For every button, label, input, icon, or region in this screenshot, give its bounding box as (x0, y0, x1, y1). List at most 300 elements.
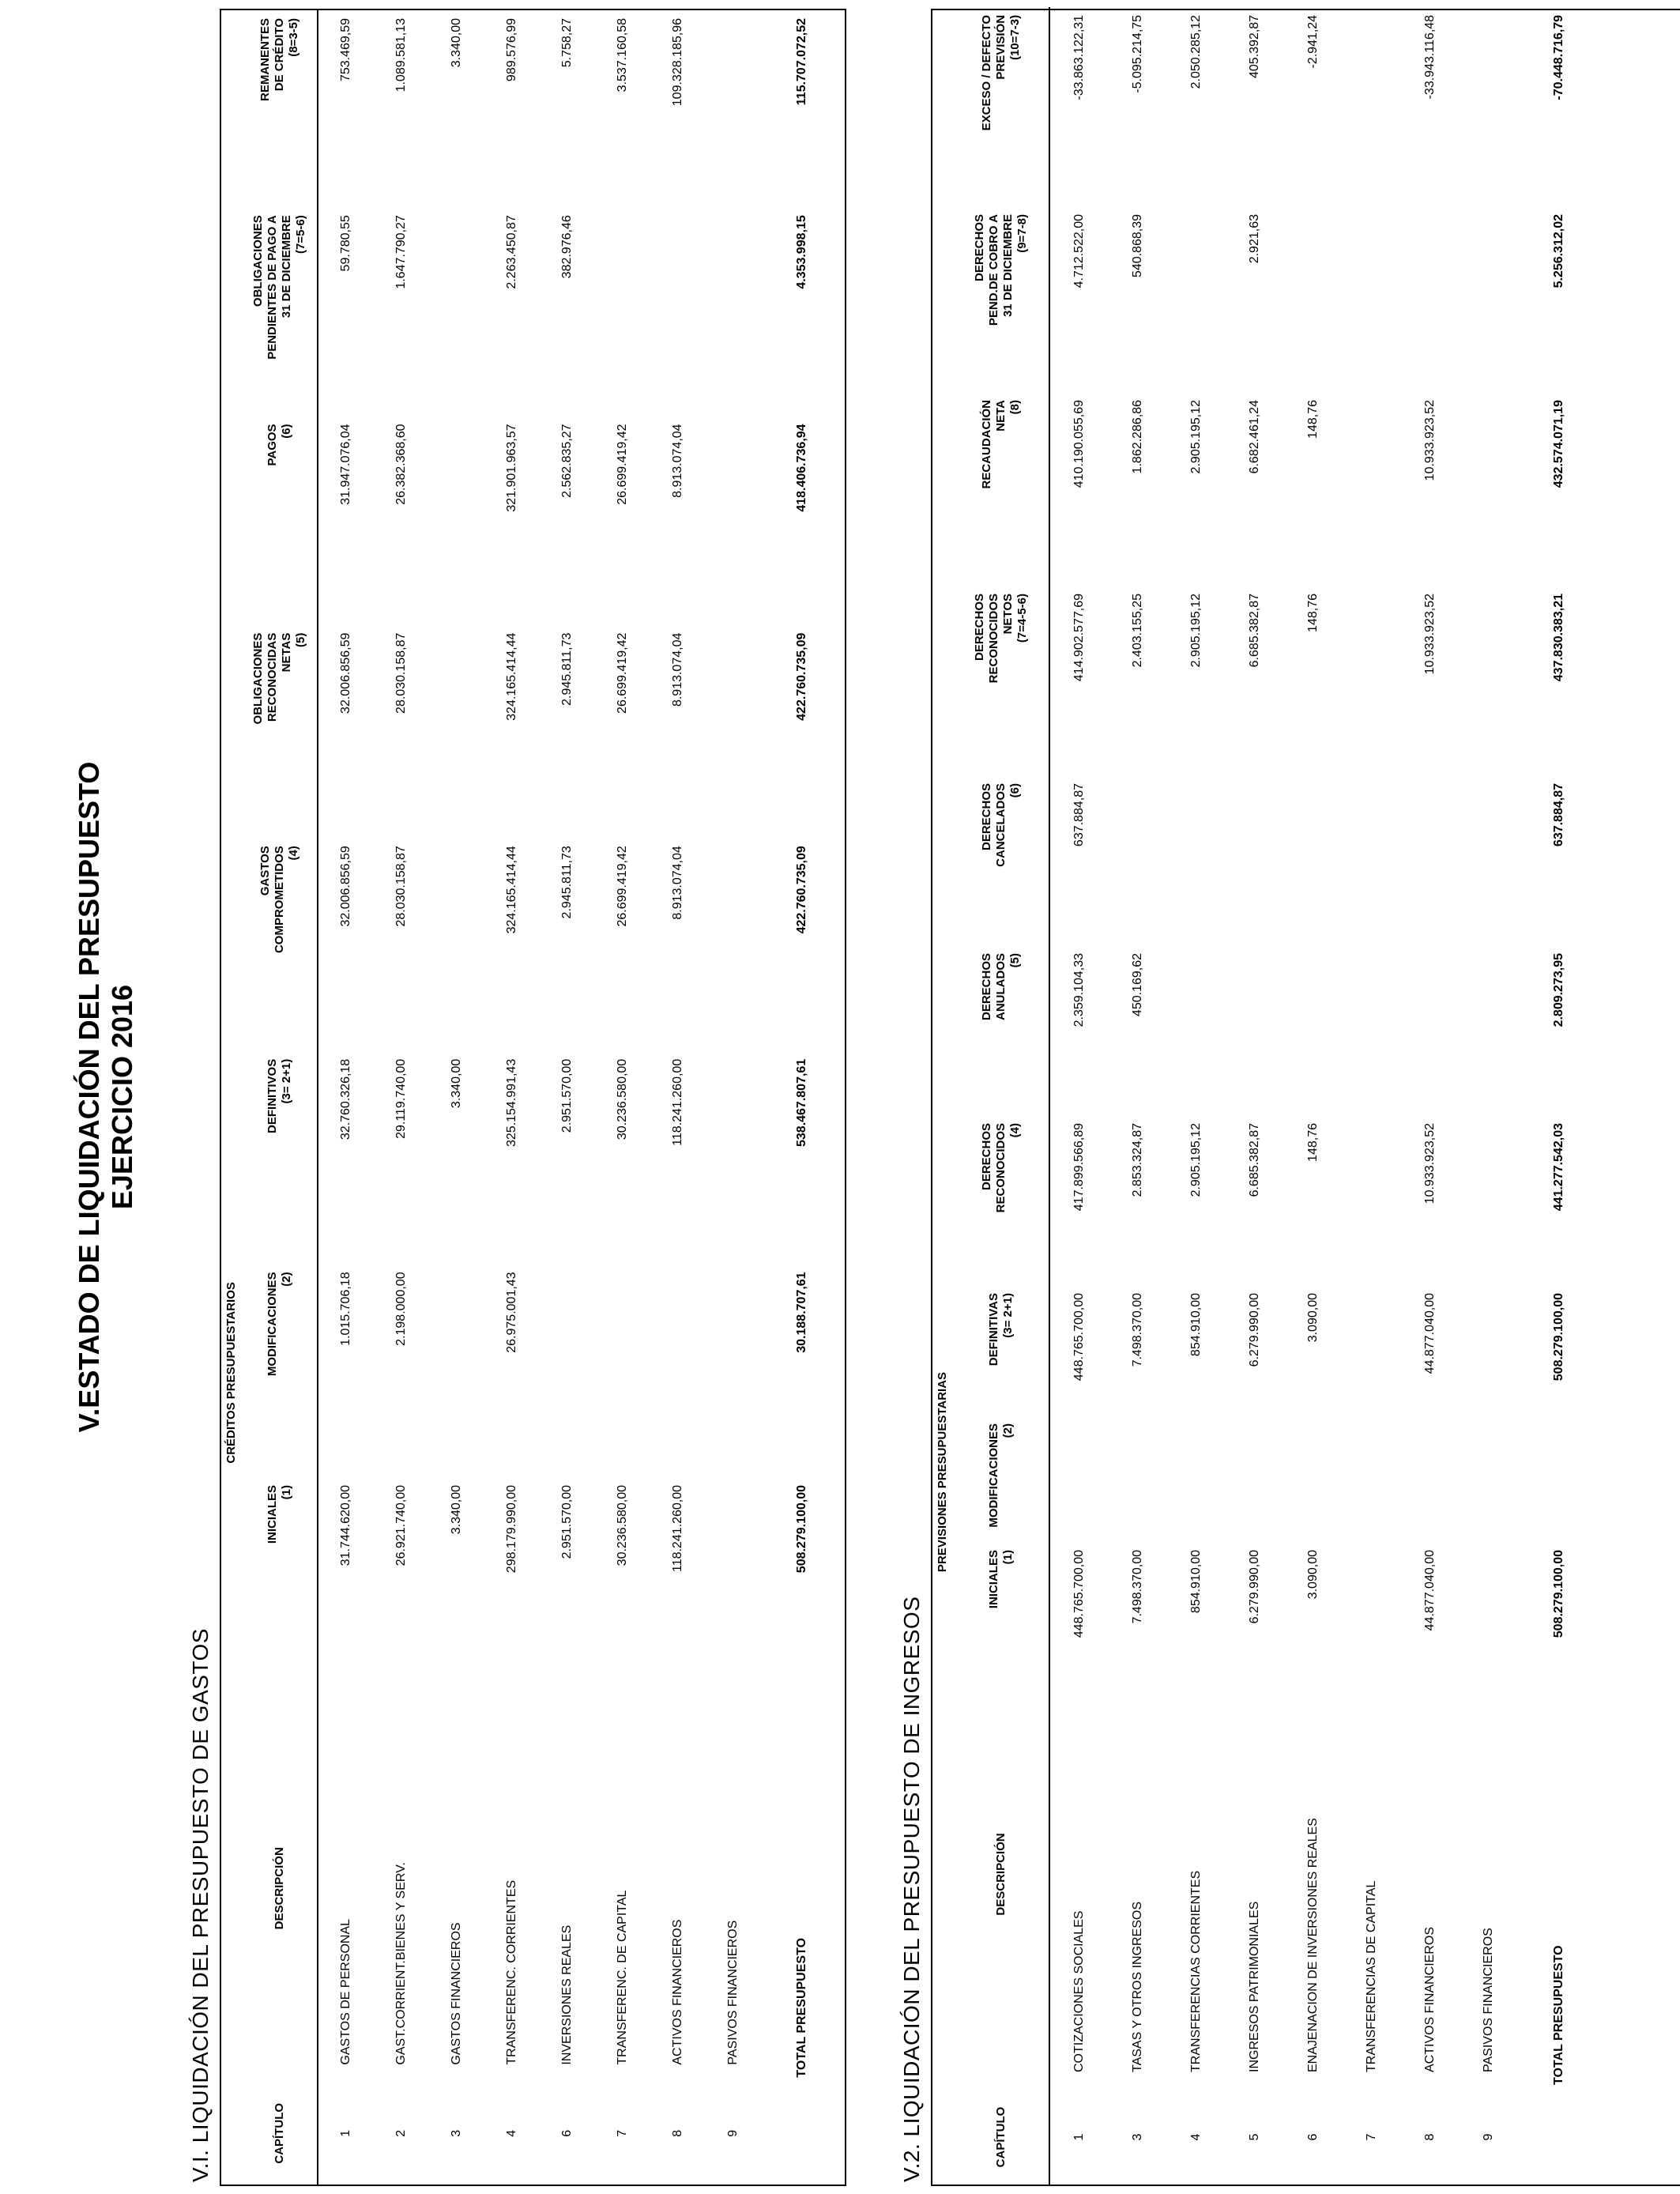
value-cell (1460, 7, 1518, 206)
value-cell: 59.780,55 (339, 215, 352, 272)
ingresos-header-descripcion (953, 1659, 1049, 2090)
gastos-header-definitivos (242, 1051, 318, 1265)
gastos-group-header: CRÉDITOS PRESUPUESTARIOS (224, 1282, 238, 1464)
ingresos-header-exceso-line: PREVISIÓN (993, 14, 1008, 80)
value-cell: 30.236.580,00 (616, 1058, 629, 1140)
value-cell (595, 1264, 650, 1477)
value-cell: 6.685.382,87 (1248, 1123, 1261, 1197)
ingresos-header-iniciales-line: INICIALES (986, 1550, 1000, 1609)
gastos-header-obligaciones-line: NETAS (279, 632, 293, 673)
descripcion-cell: ENAJENACION DE INVERSIONES REALES (1306, 1818, 1320, 2072)
value-cell: 2.945.811,73 (560, 846, 574, 919)
value-cell (650, 1264, 706, 1477)
ingresos-header-netos-line: (7=4-5-6) (1015, 594, 1029, 643)
total-value-cell: 2.809.273,95 (1552, 953, 1565, 1027)
gastos-section-title: V.I. LIQUIDACIÓN DEL PRESUPUESTO DE GASTOS (188, 1628, 213, 2182)
value-cell: 44.877.040,00 (1423, 1550, 1437, 1631)
value-cell: 7.498.370,00 (1131, 1293, 1144, 1367)
ingresos-header-descripcion-line: DESCRIPCIÓN (993, 1833, 1008, 1916)
gastos-header-comprometidos-line: GASTOS (258, 846, 272, 896)
ingresos-body (1050, 7, 1518, 2185)
ingresos-header-recaudacion-line: RECAUDACIÓN (979, 400, 993, 489)
value-cell (706, 1264, 761, 1477)
value-cell (1167, 775, 1226, 945)
gastos-header-comprometidos-line: COMPROMETIDOS (272, 846, 286, 954)
gastos-header-definitivos-line: DEFINITIVOS (265, 1058, 279, 1133)
value-cell (1226, 775, 1284, 945)
gastos-header-comprometidos-line: (4) (286, 846, 300, 861)
value-cell (1109, 775, 1167, 945)
ingresos-header-reconocidos (953, 1115, 1049, 1285)
value-cell: 148,76 (1306, 594, 1320, 632)
gastos-header-iniciales-line: INICIALES (265, 1484, 279, 1544)
descripcion-cell: TRANSFERENCIAS CORRIENTES (1189, 1870, 1203, 2072)
value-cell: 2.050.285,12 (1189, 14, 1203, 89)
value-cell: 28.030.158,87 (394, 632, 408, 714)
value-cell (1401, 1416, 1460, 1542)
value-cell: -33.943.116,48 (1423, 14, 1437, 100)
value-cell (1343, 392, 1401, 586)
ingresos-row (1284, 7, 1343, 2185)
ingresos-header-modificaciones-line: (2) (1000, 1423, 1015, 1438)
gastos-header-modificaciones-line: (2) (279, 1272, 293, 1287)
value-cell: 10.933.923,52 (1423, 1123, 1437, 1204)
value-cell: 1.089.581,13 (394, 18, 408, 92)
descripcion-cell: GASTOS DE PERSONAL (339, 1918, 352, 2065)
gastos-header-pagos (242, 416, 318, 624)
gastos-header-comprometidos (242, 838, 318, 1051)
ingresos-header-reconocidos-line: DERECHOS (979, 1123, 993, 1191)
ingresos-header-netos (953, 586, 1049, 775)
value-cell (1284, 206, 1343, 392)
value-cell (1460, 586, 1518, 775)
descripcion-cell: ACTIVOS FINANCIEROS (671, 1919, 684, 2065)
value-cell: 417.899.566,89 (1072, 1123, 1086, 1212)
value-cell (706, 416, 761, 624)
ingresos-header-iniciales-line: (1) (1000, 1550, 1015, 1565)
value-cell: -2.941,24 (1306, 14, 1320, 69)
capitulo-cell: 3 (450, 2129, 463, 2137)
value-cell: 854.910,00 (1189, 1293, 1203, 1357)
value-cell: 2.951.570,00 (560, 1484, 574, 1559)
descripcion-cell: ACTIVOS FINANCIEROS (1423, 1926, 1437, 2072)
value-cell: 3.537.160,58 (616, 18, 629, 92)
gastos-header-descripcion-line: DESCRIPCIÓN (272, 1847, 286, 1930)
gastos-header-remanentes-line: DE CRÉDITO (272, 18, 286, 92)
total-value-cell: 422.760.735,09 (795, 632, 808, 721)
ingresos-header-pendientes-line: DERECHOS (972, 214, 986, 282)
value-cell: 989.576,99 (505, 18, 518, 82)
value-cell: 31.947.076,04 (339, 424, 352, 505)
total-value-cell: 441.277.542,03 (1552, 1123, 1565, 1212)
value-cell (1343, 1285, 1401, 1416)
ingresos-header-pendientes-line: (9=7-8) (1015, 214, 1029, 253)
value-cell (1167, 206, 1226, 392)
value-cell: 325.154.991,43 (505, 1058, 518, 1147)
ingresos-row (1226, 7, 1284, 2185)
value-cell: 4.712.522,00 (1072, 214, 1086, 288)
value-cell: 854.910,00 (1189, 1550, 1203, 1614)
value-cell (1226, 945, 1284, 1115)
value-cell: 44.877.040,00 (1423, 1293, 1437, 1374)
descripcion-cell: TRANSFERENC. CORRIENTES (505, 1879, 518, 2065)
value-cell (1460, 775, 1518, 945)
gastos-row (540, 10, 595, 2185)
value-cell (1050, 1416, 1109, 1542)
value-cell: 448.765.700,00 (1072, 1293, 1086, 1382)
value-cell: 26.921.740,00 (394, 1484, 408, 1566)
value-cell (1460, 1285, 1518, 1416)
value-cell: 109.328.185,96 (671, 18, 684, 107)
total-value-cell: 115.707.072,52 (795, 18, 808, 106)
total-value-cell: 5.256.312,02 (1552, 214, 1565, 288)
value-cell: 2.403.155,25 (1131, 594, 1144, 668)
title-line-2: EJERCICIO 2016 (106, 984, 138, 1210)
descripcion-cell: GAST.CORRIENT.BIENES Y SERV. (394, 1862, 408, 2065)
capitulo-cell: 4 (505, 2129, 518, 2137)
ingresos-header-anulados-line: DERECHOS (979, 953, 993, 1021)
gastos-header-pagos-line: PAGOS (265, 424, 279, 466)
total-value-cell: 508.279.100,00 (1552, 1293, 1565, 1382)
gastos-group-row (221, 10, 242, 2185)
value-cell (1284, 1416, 1343, 1542)
gastos-row (429, 10, 484, 2185)
value-cell: 2.905.195,12 (1189, 400, 1203, 474)
value-cell: 405.392,87 (1248, 14, 1261, 78)
value-cell: 3.340,00 (450, 18, 463, 68)
total-value-cell: 437.830.383,21 (1552, 594, 1565, 682)
descripcion-cell: COTIZACIONES SOCIALES (1072, 1910, 1086, 2072)
value-cell: 148,76 (1306, 400, 1320, 439)
gastos-header-descripcion (242, 1695, 318, 2083)
value-cell (429, 838, 484, 1051)
value-cell: 448.765.700,00 (1072, 1550, 1086, 1638)
value-cell: 32.760.326,18 (339, 1058, 352, 1140)
ingresos-header-iniciales (953, 1542, 1049, 1659)
ingresos-header-modificaciones-line: MODIFICACIONES (986, 1423, 1000, 1528)
gastos-header-capitulo-line: CAPÍTULO (272, 2102, 286, 2164)
gastos-header-definitivos-line: (3= 2+1) (279, 1058, 293, 1104)
value-cell: 2.951.570,00 (560, 1058, 574, 1133)
value-cell (1343, 1542, 1401, 1659)
gastos-header-pendientes-line: 31 DE DICIEMBRE (279, 215, 293, 319)
value-cell (1343, 1115, 1401, 1285)
ingresos-row (1401, 7, 1460, 2185)
descripcion-cell: TASAS Y OTROS INGRESOS (1131, 1901, 1144, 2072)
value-cell (706, 1051, 761, 1265)
value-cell: 10.933.923,52 (1423, 594, 1437, 675)
total-label: TOTAL PRESUPUESTO (795, 1937, 808, 2078)
ingresos-header-row (953, 7, 1049, 2185)
value-cell (1284, 945, 1343, 1115)
value-cell: 6.279.990,00 (1248, 1550, 1261, 1624)
value-cell: 31.744.620,00 (339, 1484, 352, 1566)
descripcion-cell: INVERSIONES REALES (560, 1924, 574, 2065)
ingresos-header-netos-line: RECONOCIDOS (986, 594, 1000, 684)
ingresos-header-recaudacion (953, 392, 1049, 586)
ingresos-header-anulados-line: ANULADOS (993, 953, 1008, 1020)
gastos-header-capitulo (242, 2083, 318, 2185)
value-cell: -5.095.214,75 (1131, 14, 1144, 93)
total-value-cell (1518, 1416, 1600, 1542)
ingresos-header-recaudacion-line: NETA (993, 400, 1008, 432)
value-cell (650, 207, 706, 416)
gastos-table-frame (220, 9, 846, 2186)
ingresos-header-cancelados-line: DERECHOS (979, 783, 993, 851)
value-cell: 2.562.835,27 (560, 424, 574, 498)
total-value-cell: 538.467.807,61 (795, 1058, 808, 1147)
descripcion-cell: PASIVOS FINANCIEROS (726, 1920, 740, 2065)
value-cell (1226, 1416, 1284, 1542)
ingresos-header-pendientes (953, 206, 1049, 392)
capitulo-cell: 6 (1306, 2133, 1320, 2141)
ingresos-section-title: V.2. LIQUIDACIÓN DEL PRESUPUESTO DE INGRESOS (899, 1596, 924, 2182)
value-cell (1343, 206, 1401, 392)
value-cell: 382.976,46 (560, 215, 574, 279)
value-cell (1343, 586, 1401, 775)
value-cell: 2.198.000,00 (394, 1272, 408, 1346)
total-value-cell: 30.188.707,61 (795, 1272, 808, 1353)
capitulo-cell: 5 (1248, 2133, 1261, 2141)
gastos-body (318, 10, 761, 2185)
ingresos-header-definitivas-line: (3= 2+1) (1000, 1293, 1015, 1338)
gastos-header-iniciales-line: (1) (279, 1484, 293, 1500)
ingresos-group-header: PREVISIONES PRESUPUESTARIAS (936, 1371, 949, 1573)
gastos-header-row (242, 10, 318, 2185)
capitulo-cell: 6 (560, 2129, 574, 2137)
ingresos-header-capitulo (953, 2090, 1049, 2185)
ingresos-header-pendientes-line: 31 DE DICIEMBRE (1000, 214, 1015, 318)
value-cell: 3.090,00 (1306, 1550, 1320, 1600)
value-cell (429, 207, 484, 416)
ingresos-total-row (1518, 7, 1600, 2185)
descripcion-cell: GASTOS FINANCIEROS (450, 1922, 463, 2065)
capitulo-cell: 9 (1482, 2133, 1495, 2141)
ingresos-table (932, 7, 1600, 2185)
value-cell: 28.030.158,87 (394, 846, 408, 927)
total-value-cell: 418.406.736,94 (795, 424, 808, 512)
ingresos-header-exceso-line: EXCESO / DEFECTO (979, 14, 993, 131)
ingresos-header-definitivas (953, 1285, 1049, 1416)
total-value-cell: 432.574.071,19 (1552, 400, 1565, 488)
value-cell: 540.868,39 (1131, 214, 1144, 278)
gastos-header-pendientes-line: PENDIENTES DE PAGO A (265, 215, 279, 360)
gastos-header-pendientes-line: OBLIGACIONES (250, 215, 265, 307)
ingresos-header-cancelados-line: (6) (1008, 783, 1022, 798)
ingresos-header-reconocidos-line: (4) (1008, 1123, 1022, 1138)
value-cell (1401, 945, 1460, 1115)
total-value-cell: 4.353.998,15 (795, 215, 808, 289)
gastos-row (374, 10, 429, 2185)
value-cell: 2.905.195,12 (1189, 1123, 1203, 1197)
value-cell (706, 10, 761, 207)
value-cell: 118.241.260,00 (671, 1484, 684, 1573)
value-cell: 1.647.790,27 (394, 215, 408, 289)
value-cell: 450.169,62 (1131, 953, 1144, 1017)
ingresos-row (1343, 7, 1401, 2185)
total-label: TOTAL PRESUPUESTO (1552, 1945, 1565, 2085)
ingresos-header-modificaciones (953, 1416, 1049, 1542)
value-cell: 2.921,63 (1248, 214, 1261, 264)
ingresos-row (1050, 7, 1109, 2185)
total-value-cell: -70.448.716,79 (1552, 14, 1565, 100)
value-cell (1343, 1416, 1401, 1542)
value-cell (595, 207, 650, 416)
gastos-row (484, 10, 540, 2185)
value-cell: 32.006.856,59 (339, 846, 352, 927)
value-cell: 3.340,00 (450, 1484, 463, 1535)
value-cell: 26.975.001,43 (505, 1272, 518, 1353)
gastos-row (650, 10, 706, 2185)
value-cell: 3.340,00 (450, 1058, 463, 1109)
gastos-header-pagos-line: (6) (279, 424, 293, 439)
value-cell (429, 1264, 484, 1477)
ingresos-header-netos-line: NETOS (1000, 594, 1015, 635)
ingresos-header-exceso-line: (10=7-3) (1008, 14, 1022, 61)
value-cell (1343, 775, 1401, 945)
gastos-header-modificaciones (242, 1264, 318, 1477)
value-cell (706, 1477, 761, 1695)
gastos-header-remanentes (242, 10, 318, 207)
value-cell: 324.165.414,44 (505, 632, 518, 721)
value-cell (540, 1264, 595, 1477)
gastos-row (706, 10, 761, 2185)
value-cell (1343, 945, 1401, 1115)
gastos-header-obligaciones-line: OBLIGACIONES (250, 632, 265, 725)
ingresos-header-exceso (953, 7, 1049, 206)
value-cell: 6.682.461,24 (1248, 400, 1261, 474)
value-cell: 26.699.419,42 (616, 424, 629, 505)
ingresos-header-reconocidos-line: RECONOCIDOS (993, 1123, 1008, 1213)
value-cell: 26.699.419,42 (616, 632, 629, 714)
value-cell (1167, 945, 1226, 1115)
value-cell: 2.853.324,87 (1131, 1123, 1144, 1197)
value-cell: -33.863.122,31 (1072, 14, 1086, 100)
value-cell: 414.902.577,69 (1072, 594, 1086, 682)
value-cell (1401, 775, 1460, 945)
ingresos-group-row (932, 7, 953, 2185)
value-cell (706, 838, 761, 1051)
descripcion-cell: TRANSFERENCIAS DE CAPITAL (1365, 1880, 1378, 2072)
ingresos-header-capitulo-line: CAPÍTULO (993, 2106, 1008, 2168)
value-cell: 10.933.923,52 (1423, 400, 1437, 481)
total-value-cell: 508.279.100,00 (1552, 1550, 1565, 1638)
descripcion-cell: TRANSFERENC. DE CAPITAL (616, 1890, 629, 2065)
value-cell: 1.015.706,18 (339, 1272, 352, 1346)
total-value-cell: 637.884,87 (1552, 783, 1565, 847)
gastos-table (221, 10, 843, 2185)
capitulo-cell: 8 (671, 2129, 684, 2137)
value-cell: 637.884,87 (1072, 783, 1086, 847)
gastos-header-pendientes (242, 207, 318, 416)
value-cell (1284, 775, 1343, 945)
gastos-header-obligaciones-line: RECONOCIDAS (265, 632, 279, 722)
gastos-header-pendientes-line: (7=5-6) (293, 215, 307, 254)
value-cell: 148,76 (1306, 1123, 1320, 1162)
value-cell: 8.913.074,04 (671, 424, 684, 498)
ingresos-row (1109, 7, 1167, 2185)
descripcion-cell: PASIVOS FINANCIEROS (1482, 1928, 1495, 2072)
value-cell: 321.901.963,57 (505, 424, 518, 512)
value-cell: 324.165.414,44 (505, 846, 518, 934)
value-cell: 2.945.811,73 (560, 632, 574, 706)
value-cell (706, 625, 761, 839)
ingresos-header-definitivas-line: DEFINITIVAS (986, 1293, 1000, 1367)
gastos-row (595, 10, 650, 2185)
ingresos-header-pendientes-line: PEND.DE COBRO A (986, 214, 1000, 326)
value-cell: 6.685.382,87 (1248, 594, 1261, 668)
value-cell (1109, 1416, 1167, 1542)
value-cell: 26.699.419,42 (616, 846, 629, 927)
ingresos-row (1167, 7, 1226, 2185)
ingresos-header-recaudacion-line: (8) (1008, 400, 1022, 415)
gastos-header-remanentes-line: REMANENTES (258, 18, 272, 102)
value-cell (1460, 1115, 1518, 1285)
gastos-header-iniciales (242, 1477, 318, 1695)
value-cell: 8.913.074,04 (671, 846, 684, 920)
value-cell (1460, 945, 1518, 1115)
gastos-row (318, 10, 374, 2185)
capitulo-cell: 2 (394, 2129, 408, 2137)
document-title (73, 0, 139, 2194)
value-cell: 2.359.104,33 (1072, 953, 1086, 1027)
value-cell: 118.241.260,00 (671, 1058, 684, 1146)
gastos-header-obligaciones (242, 625, 318, 839)
ingresos-header-cancelados (953, 775, 1049, 945)
ingresos-table-frame (931, 9, 1680, 2186)
capitulo-cell: 7 (1365, 2133, 1378, 2141)
gastos-header-remanentes-line: (8=3-5) (286, 18, 300, 57)
gastos-header-obligaciones-line: (5) (293, 632, 307, 647)
value-cell (1460, 206, 1518, 392)
value-cell: 7.498.370,00 (1131, 1550, 1144, 1624)
ingresos-row (1460, 7, 1518, 2185)
value-cell (706, 207, 761, 416)
value-cell: 8.913.074,04 (671, 632, 684, 707)
value-cell: 29.119.740,00 (394, 1058, 408, 1139)
value-cell (1401, 206, 1460, 392)
value-cell (429, 625, 484, 839)
value-cell: 3.090,00 (1306, 1293, 1320, 1343)
value-cell (1343, 7, 1401, 206)
capitulo-cell: 8 (1423, 2133, 1437, 2141)
capitulo-cell: 9 (726, 2129, 740, 2137)
value-cell: 30.236.580,00 (616, 1484, 629, 1566)
ingresos-header-anulados (953, 945, 1049, 1115)
descripcion-cell: INGRESOS PATRIMONIALES (1248, 1901, 1261, 2072)
value-cell: 6.279.990,00 (1248, 1293, 1261, 1367)
value-cell (429, 416, 484, 624)
value-cell (1460, 1416, 1518, 1542)
gastos-header-modificaciones-line: MODIFICACIONES (265, 1272, 279, 1377)
capitulo-cell: 4 (1189, 2133, 1203, 2141)
capitulo-cell: 3 (1131, 2133, 1144, 2141)
value-cell (1167, 1416, 1226, 1542)
value-cell: 753.469,59 (339, 18, 352, 82)
title-line-1: V.ESTADO DE LIQUIDACIÓN DEL PRESUPUESTO (73, 761, 105, 1433)
capitulo-cell: 1 (1072, 2133, 1086, 2141)
value-cell: 298.179.990,00 (505, 1484, 518, 1574)
value-cell: 32.006.856,59 (339, 632, 352, 714)
value-cell: 2.263.450,87 (505, 215, 518, 289)
value-cell: 1.862.286,86 (1131, 400, 1144, 474)
total-value-cell: 508.279.100,00 (795, 1484, 808, 1574)
value-cell (1460, 392, 1518, 586)
ingresos-header-cancelados-line: CANCELADOS (993, 783, 1008, 867)
value-cell: 5.758,27 (560, 18, 574, 68)
capitulo-cell: 7 (616, 2129, 629, 2137)
value-cell: 410.190.055,69 (1072, 400, 1086, 488)
